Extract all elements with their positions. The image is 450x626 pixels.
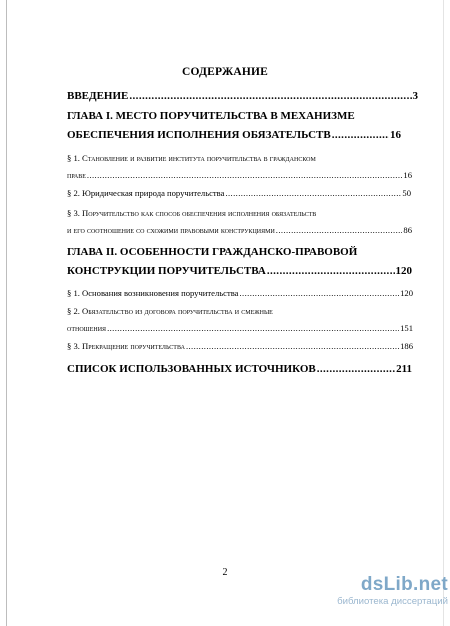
dot-leader [276,225,403,235]
scan-edge-right [443,0,444,626]
watermark [336,575,448,607]
toc-entry-page: 50 [402,188,411,198]
toc-entry-page: 151 [400,323,413,333]
toc-entry-label: отношения [67,323,107,333]
toc-entry-label: ВВЕДЕНИЕ [67,90,129,102]
toc-entry-page: 86 [403,225,412,235]
toc-entry-label: праве [67,170,86,180]
dot-leader [107,323,399,333]
toc-entry-page: 16 [390,129,401,141]
toc-section-2-2-line1: § 2. Обязательство из договора поручительства и смежные [67,306,273,316]
toc-title: СОДЕРЖАНИЕ [181,66,269,78]
toc-entry-intro [67,90,418,102]
dot-leader [267,265,395,277]
toc-section-2-1 [67,288,413,298]
toc-entry-label: § 1. Основания возникновения поручительства [67,288,239,298]
dot-leader [317,363,395,375]
toc-chapter-2 [67,265,412,277]
toc-entry-page: 120 [395,265,412,277]
toc-chapter-2-line1: ГЛАВА II. ОСОБЕННОСТИ ГРАЖДАНСКО-ПРАВОВОЙ [67,246,358,258]
dot-leader [186,341,399,351]
toc-entry-label: СПИСОК ИСПОЛЬЗОВАННЫХ ИСТОЧНИКОВ [67,363,316,375]
toc-entry-page: 186 [400,341,413,351]
toc-section-1-3-line1: § 3. Поручительство как способ обеспечения исполнения обязательств [67,208,317,218]
toc-entry-label: ОБЕСПЕЧЕНИЯ ИСПОЛНЕНИЯ ОБЯЗАТЕЛЬСТВ [67,129,331,141]
toc-entry-sources [67,363,412,375]
dot-leader [129,90,411,102]
dot-leader [240,288,400,298]
toc-section-1-1-line1: § 1. Становление и развитие института поручительства в гражданском [67,153,316,163]
dot-leader [225,188,401,198]
page-number: 2 [222,567,228,578]
toc-section-1-2 [67,188,411,198]
toc-section-1-3 [67,225,412,235]
toc-section-1-1 [67,170,412,180]
dot-leader [87,170,403,180]
toc-entry-label: КОНСТРУКЦИИ ПОРУЧИТЕЛЬСТВА [67,265,266,277]
scan-edge-left [6,0,7,626]
toc-entry-page: 3 [412,90,418,102]
toc-chapter-1-line1: ГЛАВА I. МЕСТО ПОРУЧИТЕЛЬСТВА В МЕХАНИЗМЕ [67,110,355,122]
watermark-logo: dsLib.net [360,574,448,595]
toc-entry-page: 120 [400,288,413,298]
toc-section-2-2 [67,323,413,333]
toc-entry-label: § 3. Прекращение поручительства [67,341,185,351]
toc-section-2-3 [67,341,413,351]
toc-entry-page: 211 [396,363,412,375]
toc-entry-label: и его соотношение со схожими правовыми конструкциями [67,225,275,235]
toc-chapter-1 [67,129,401,141]
dot-leader [332,129,389,141]
watermark-subtitle: библиотека диссертаций [337,596,448,607]
toc-entry-label: § 2. Юридическая природа поручительства [67,188,225,198]
toc-entry-page: 16 [403,170,412,180]
